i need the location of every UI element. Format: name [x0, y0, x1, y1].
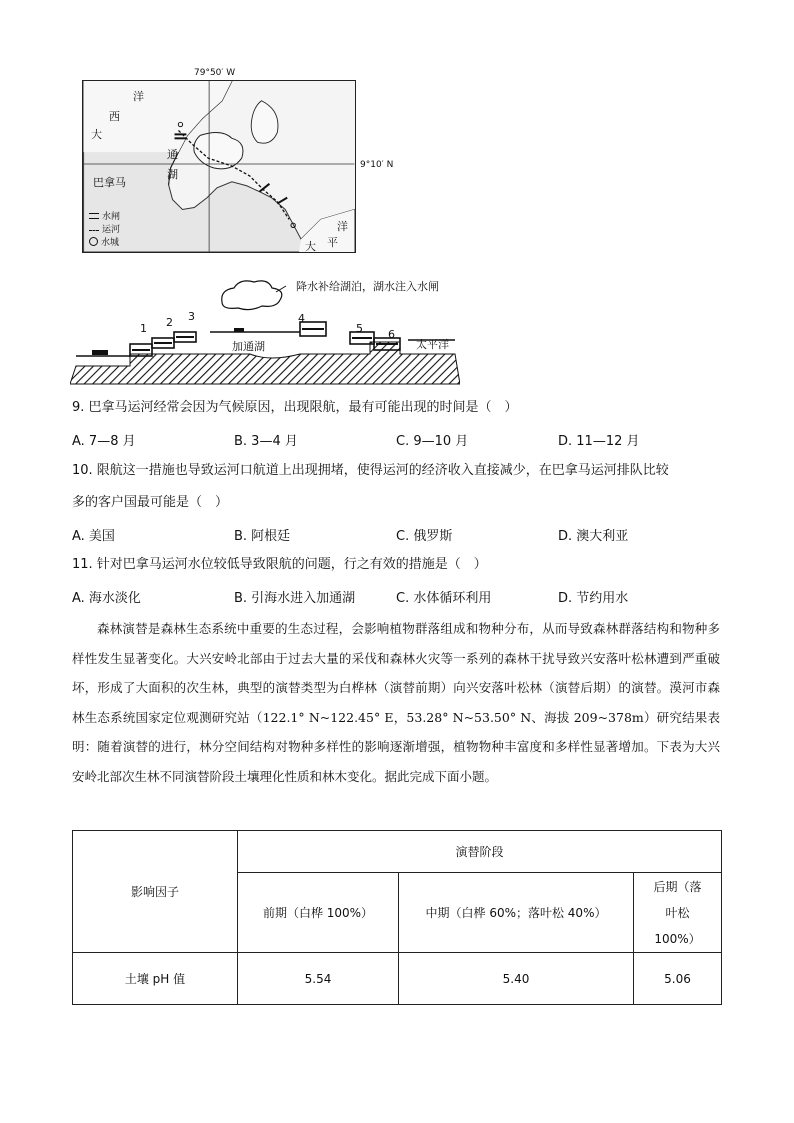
- map-label-xi: 西: [109, 110, 120, 123]
- question-9-option-b: B. 3—4 月: [234, 434, 298, 449]
- question-11-stem: 11. 针对巴拿马运河水位较低导致限航的问题，行之有效的措施是（ ）: [72, 557, 487, 572]
- lock-symbol-icon: [89, 213, 99, 219]
- table-stage-header: 演替阶段: [238, 831, 722, 873]
- map-label-da: 大: [91, 128, 102, 141]
- question-10-stem-line1: 10. 限航这一措施也导致运河口航道上出现拥堵，使得运河的经济收入直接减少，在巴拿马运河排队比较: [72, 463, 669, 478]
- question-10-option-c: C. 俄罗斯: [396, 529, 453, 544]
- city-symbol-icon: [89, 237, 98, 246]
- question-9-stem: 9. 巴拿马运河经常会因为气候原因，出现限航，最有可能出现的时间是（ ）: [72, 400, 518, 415]
- question-10-option-a: A. 美国: [72, 529, 115, 544]
- question-11-option-b: B. 引海水进入加通湖: [234, 591, 356, 606]
- question-11-option-a: A. 海水淡化: [72, 591, 141, 606]
- lock-number-6: 6: [388, 328, 395, 341]
- table-stage-late: 后期（落叶松 100%）: [634, 873, 722, 953]
- question-9-option-d: D. 11—12 月: [558, 434, 640, 449]
- lock-number-1: 1: [140, 322, 147, 335]
- map-label-yang: 洋: [133, 90, 144, 103]
- map-label-yang2: 洋: [337, 220, 348, 233]
- question-11-option-c: C. 水体循环利用: [396, 591, 492, 606]
- question-10-option-b: B. 阿根廷: [234, 529, 291, 544]
- question-9-option-c: C. 9—10 月: [396, 434, 469, 449]
- canal-profile-diagram: [70, 270, 460, 390]
- question-11-option-d: D. 节约用水: [558, 591, 629, 606]
- table-cell-ph-late: 5.06: [634, 953, 722, 1005]
- map-drawing: [83, 81, 355, 252]
- map-label-hu: 湖: [167, 168, 178, 181]
- table-cell-ph-middle: 5.40: [399, 953, 634, 1005]
- map-label-ping: 平: [327, 236, 338, 249]
- profile-ocean-label: 太平洋: [416, 338, 449, 351]
- table-stage-middle: 中期（白桦 60%；落叶松 40%）: [399, 873, 634, 953]
- profile-callout: 降水补给湖泊，湖水注入水闸: [296, 280, 439, 293]
- legend-canal: [89, 222, 120, 235]
- table-factor-header: 影响因子: [73, 831, 238, 953]
- table-row-factor: 土壤 pH 值: [73, 953, 238, 1005]
- lock-number-3: 3: [188, 310, 195, 323]
- map-label-panama: 巴拿马: [93, 176, 126, 189]
- lock-number-4: 4: [298, 312, 305, 325]
- forest-succession-passage: 森林演替是森林生态系统中重要的生态过程，会影响植物群落组成和物种分布，从而导致森林群落结构和物种多样性发生显著变化。大兴安岭北部由于过去大量的采伐和森林火灾等一系列的森林干扰导致兴安落叶松林遭到严重破坏，形成了大面积的次生林，典型的演替类型为白桦林（演替前期）向兴安落叶松林（演替后期）的演替。漠河市森林生态系统国家定位观测研究站（122.1° N~122.45° E，53.28° N~53.50° N、海拔 209~378m）研究结果表明：随着演替的进行，林分空间结构对物种多样性的影响逐渐增强，植物物种丰富度和多样性显著增加。下表为大兴安岭北部次生林不同演替阶段土壤理化性质和林木变化。据此完成下面小题。: [72, 621, 720, 784]
- soil-property-table: [72, 830, 722, 1005]
- latitude-label: 9°10′ N: [360, 160, 394, 170]
- table-cell-ph-early: 5.54: [238, 953, 399, 1005]
- legend-lock: [89, 209, 120, 222]
- legend-city-label: 水城: [101, 238, 120, 248]
- canal-symbol-icon: [89, 226, 99, 231]
- profile-lake-label: 加通湖: [232, 340, 265, 353]
- lock-number-2: 2: [166, 316, 173, 329]
- lock-number-5: 5: [356, 322, 363, 335]
- legend-city: [89, 235, 119, 248]
- panama-canal-map: [82, 80, 356, 253]
- question-10-option-d: D. 澳大利亚: [558, 529, 629, 544]
- legend-lock-label: 水闸: [102, 212, 121, 222]
- table-stage-early: 前期（白桦 100%）: [238, 873, 399, 953]
- question-10-stem-line2: 多的客户国最可能是（ ）: [72, 495, 229, 510]
- map-label-tong: 通: [167, 148, 178, 161]
- longitude-label: 79°50′ W: [194, 68, 236, 78]
- question-9-option-a: A. 7—8 月: [72, 434, 136, 449]
- legend-canal-label: 运河: [102, 225, 121, 235]
- map-label-da2: 大: [305, 240, 316, 253]
